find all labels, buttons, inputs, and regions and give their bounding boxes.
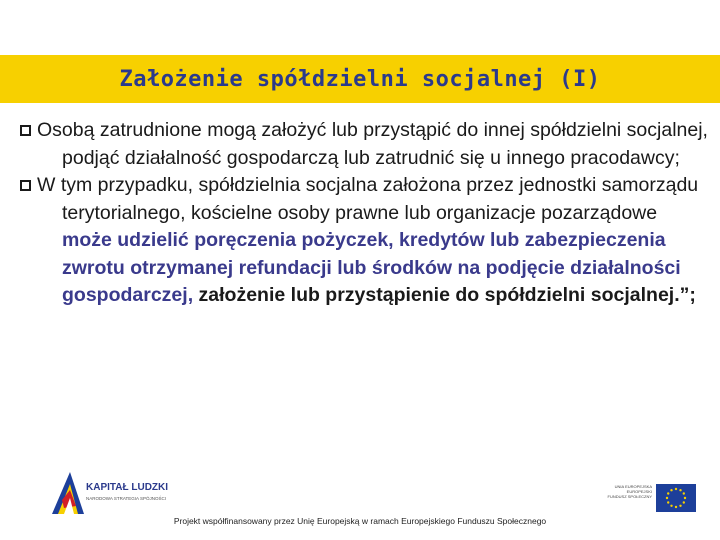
bullet-2-text-a: W tym przypadku, spółdzielnia socjalna założona przez jednostki samorządu terytorialnego, kościelne osoby prawne lub organizacje pozarządowe: [37, 174, 699, 224]
bullet-2-text-b: założenie lub przystąpienie do spółdzielni socjalnej.”;: [193, 284, 696, 306]
checkbox-bullet-icon: [20, 125, 31, 136]
bullet-2: [10, 172, 710, 310]
eu-star: [666, 497, 668, 499]
eu-star: [683, 501, 685, 503]
kapital-ludzki-emblem-icon: [50, 470, 86, 516]
eu-star: [670, 489, 672, 491]
eu-star: [667, 492, 669, 494]
eu-flag-icon: [656, 484, 696, 512]
eu-text-line-1: UNIA EUROPEJSKA: [614, 484, 652, 489]
footer-note: Projekt współfinansowany przez Unię Europejską w ramach Europejskiego Funduszu Społecznego: [173, 516, 547, 526]
eu-star: [683, 492, 685, 494]
eu-logo-text: [600, 484, 652, 499]
bullet-1: [10, 117, 710, 172]
eu-star: [684, 497, 686, 499]
kapital-ludzki-subtitle: NARODOWA STRATEGIA SPÓJNOŚCI: [86, 496, 167, 501]
eu-star: [679, 505, 681, 507]
kapital-ludzki-logo: [50, 470, 190, 516]
eu-star: [667, 501, 669, 503]
slide-content: [10, 117, 710, 310]
eu-text-line-2: EUROPEJSKI: [626, 489, 652, 494]
kapital-ludzki-title: KAPITAŁ LUDZKI: [86, 482, 169, 493]
slide-title: Założenie spółdzielni socjalnej (I): [119, 66, 601, 92]
eu-star: [675, 506, 677, 508]
eu-star: [670, 505, 672, 507]
eu-text-line-3: FUNDUSZ SPOŁECZNY: [607, 494, 652, 499]
bullet-1-text: Osobą zatrudnione mogą założyć lub przystąpić do innej spółdzielni socjalnej, podjąć działalność gospodarczą lub zatrudnić się u innego pracodawcy;: [37, 119, 708, 169]
title-bar: [0, 55, 720, 103]
eu-star: [679, 489, 681, 491]
eu-logo: [600, 484, 700, 514]
checkbox-bullet-icon: [20, 180, 31, 191]
eu-star: [675, 488, 677, 490]
bullet-2-highlight: może udzielić poręczenia pożyczek, kredytów lub zabezpieczenia zwrotu otrzymanej refundacji lub środków na podjęcie działalności gospodarczej,: [62, 229, 681, 306]
